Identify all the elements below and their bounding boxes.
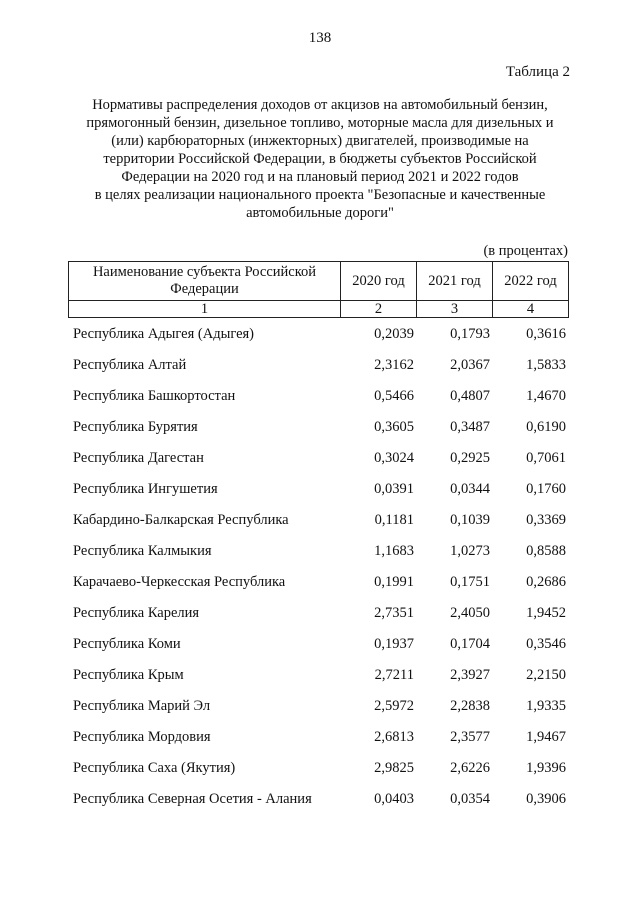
value-2021: 0,3487 (450, 419, 490, 435)
value-2020: 0,1181 (374, 512, 414, 528)
value-2021: 0,0354 (450, 791, 490, 807)
value-2020: 0,5466 (374, 388, 414, 404)
region-name: Республика Башкортостан (73, 388, 236, 404)
title-line: (или) карбюраторных (инжекторных) двигателей, производимые на (111, 133, 529, 149)
table-row (0, 605, 640, 636)
value-2021: 2,2838 (450, 698, 490, 714)
units-note: (в процентах) (483, 243, 568, 259)
value-2021: 0,1751 (450, 574, 490, 590)
header-row (69, 262, 569, 301)
value-2020: 2,3162 (374, 357, 414, 373)
region-name: Кабардино-Балкарская Республика (73, 512, 289, 528)
value-2020: 0,1991 (374, 574, 414, 590)
header-name-line1: Наименование субъекта Российской (92, 264, 317, 280)
value-2020: 0,3024 (374, 450, 414, 466)
region-name: Республика Коми (73, 636, 181, 652)
table-header (68, 261, 569, 318)
table-row (0, 419, 640, 450)
value-2020: 2,6813 (374, 729, 414, 745)
value-2022: 1,9335 (526, 698, 566, 714)
region-name: Республика Северная Осетия - Алания (73, 791, 312, 807)
title-line: автомобильные дороги" (246, 205, 394, 221)
region-name: Республика Марий Эл (73, 698, 211, 714)
value-2020: 0,1937 (374, 636, 414, 652)
column-index-1: 1 (69, 301, 341, 318)
value-2021: 1,0273 (450, 543, 490, 559)
value-2021: 2,6226 (450, 760, 490, 776)
value-2022: 0,2686 (526, 574, 566, 590)
value-2020: 0,0391 (374, 481, 414, 497)
value-2022: 0,7061 (526, 450, 566, 466)
value-2021: 0,0344 (450, 481, 490, 497)
value-2022: 0,8588 (526, 543, 566, 559)
region-name: Республика Бурятия (73, 419, 198, 435)
page-number: 138 (308, 30, 332, 46)
region-name: Республика Мордовия (73, 729, 211, 745)
value-2022: 2,2150 (526, 667, 566, 683)
region-name: Республика Крым (73, 667, 184, 683)
value-2021: 2,3927 (450, 667, 490, 683)
header-2020: 2020 год (341, 262, 417, 301)
value-2022: 1,5833 (526, 357, 566, 373)
value-2021: 0,1704 (450, 636, 490, 652)
value-2020: 0,3605 (374, 419, 414, 435)
value-2020: 0,2039 (374, 326, 414, 342)
region-name: Республика Карелия (73, 605, 200, 621)
region-name: Республика Алтай (73, 357, 187, 373)
value-2020: 2,9825 (374, 760, 414, 776)
column-index-4: 4 (493, 301, 569, 318)
table-row (0, 574, 640, 605)
value-2022: 0,3546 (526, 636, 566, 652)
value-2020: 0,0403 (374, 791, 414, 807)
value-2022: 0,3616 (526, 326, 566, 342)
value-2022: 1,4670 (526, 388, 566, 404)
value-2020: 2,7211 (374, 667, 414, 683)
value-2021: 0,4807 (450, 388, 490, 404)
value-2022: 0,1760 (526, 481, 566, 497)
table-body (0, 326, 640, 822)
value-2020: 2,5972 (374, 698, 414, 714)
column-index-row (69, 301, 569, 318)
value-2022: 0,3906 (526, 791, 566, 807)
table-row (0, 636, 640, 667)
value-2020: 2,7351 (374, 605, 414, 621)
value-2021: 2,3577 (450, 729, 490, 745)
value-2022: 1,9396 (526, 760, 566, 776)
table-row (0, 388, 640, 419)
title-line: в целях реализации национального проекта "Безопасные и качественные (94, 187, 546, 203)
title-line: территории Российской Федерации, в бюджеты субъектов Российской (103, 151, 537, 167)
title-line: Нормативы распределения доходов от акцизов на автомобильный бензин, (92, 97, 548, 113)
table-row (0, 326, 640, 357)
table-row (0, 760, 640, 791)
region-name: Республика Калмыкия (73, 543, 212, 559)
title-line: прямогонный бензин, дизельное топливо, моторные масла для дизельных и (86, 115, 554, 131)
column-index-3: 3 (417, 301, 493, 318)
column-index-2: 2 (341, 301, 417, 318)
value-2022: 0,3369 (526, 512, 566, 528)
header-2021: 2021 год (417, 262, 493, 301)
value-2022: 1,9467 (526, 729, 566, 745)
title-line: Федерации на 2020 год и на плановый период 2021 и 2022 годов (121, 169, 519, 185)
table-row (0, 791, 640, 822)
header-2022: 2022 год (493, 262, 569, 301)
region-name: Республика Адыгея (Адыгея) (73, 326, 255, 342)
value-2021: 0,1039 (450, 512, 490, 528)
region-name: Республика Саха (Якутия) (73, 760, 236, 776)
value-2021: 2,4050 (450, 605, 490, 621)
value-2022: 0,6190 (526, 419, 566, 435)
table-row (0, 729, 640, 760)
document-title (70, 96, 570, 222)
value-2021: 0,2925 (450, 450, 490, 466)
table-row (0, 481, 640, 512)
region-name: Республика Дагестан (73, 450, 204, 466)
region-name: Карачаево-Черкесская Республика (73, 574, 286, 590)
header-name-cell (69, 262, 341, 301)
table-row (0, 512, 640, 543)
value-2022: 1,9452 (526, 605, 566, 621)
value-2021: 0,1793 (450, 326, 490, 342)
region-name: Республика Ингушетия (73, 481, 218, 497)
header-name-line2: Федерации (170, 281, 239, 297)
table-row (0, 667, 640, 698)
table-label: Таблица 2 (505, 64, 570, 80)
table-row (0, 543, 640, 574)
table-row (0, 357, 640, 388)
value-2021: 2,0367 (450, 357, 490, 373)
value-2020: 1,1683 (374, 543, 414, 559)
table-row (0, 450, 640, 481)
table-row (0, 698, 640, 729)
